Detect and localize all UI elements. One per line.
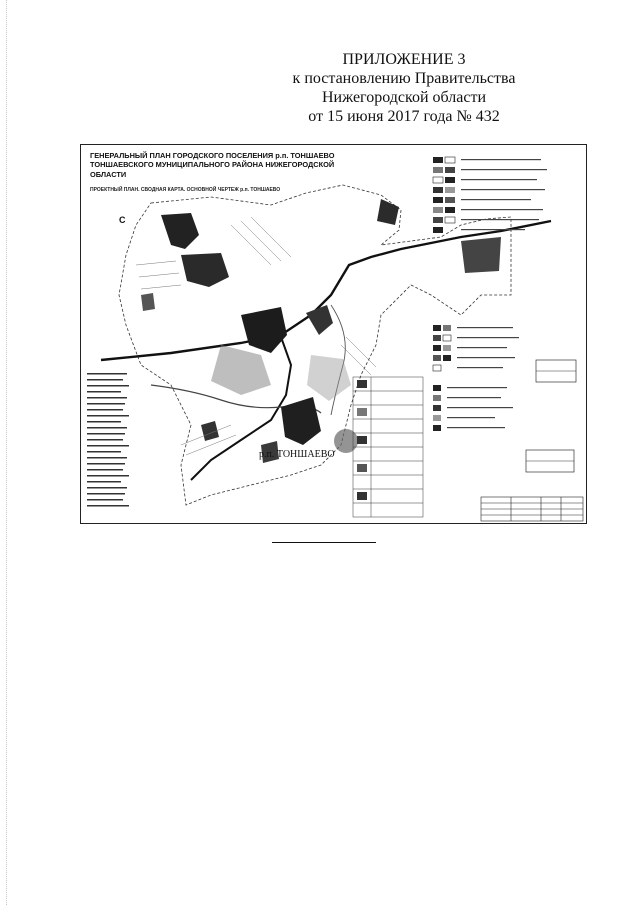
- appendix-line-date: от 15 июня 2017 года № 432: [308, 108, 500, 125]
- green-zone: [307, 355, 351, 401]
- separator-line: [272, 542, 376, 543]
- north-arrow-label: С: [119, 215, 126, 225]
- legend-list-left: [87, 373, 129, 507]
- appendix-line-resolution: к постановлению Правительства: [292, 70, 516, 87]
- title-block-stamp: [481, 497, 583, 521]
- built-up-west: [181, 253, 229, 287]
- built-up-north: [161, 213, 199, 249]
- legend-middle-right: [433, 325, 576, 382]
- built-up-river: [377, 199, 399, 225]
- forest-hatch-area: [211, 345, 271, 395]
- general-plan-map: [80, 144, 587, 524]
- built-up-east: [306, 305, 333, 335]
- industrial-zone: [461, 237, 501, 273]
- appendix-title: ПРИЛОЖЕНИЕ 3: [342, 51, 466, 68]
- appendix-header: [254, 50, 554, 126]
- hatched-square-district: [334, 429, 358, 453]
- appendix-line-region: Нижегородской области: [321, 89, 486, 106]
- built-up-south: [281, 397, 321, 445]
- legend-table-swatches: [357, 380, 367, 500]
- map-subtitle: ПРОЕКТНЫЙ ПЛАН. СВОДНАЯ КАРТА. ОСНОВНОЙ ЧЕРТЕЖ р.п. ТОНШАЕВО: [90, 187, 281, 193]
- town-label: р.п. ТОНШАЕВО: [259, 449, 335, 460]
- map-drawing: [81, 145, 586, 523]
- small-block-1: [141, 293, 155, 311]
- legend-bottom-right: [433, 385, 574, 472]
- scan-edge-line: [6, 0, 7, 905]
- built-up-center: [241, 307, 287, 353]
- legend-top-right: [433, 157, 547, 233]
- map-title: ГЕНЕРАЛЬНЫЙ ПЛАН ГОРОДСКОГО ПОСЕЛЕНИЯ р.п. ТОНШАЕВО ТОНШАЕВСКОГО МУНИЦИПАЛЬНОГО РАЙОНА НИЖЕГОРОДСКОЙ ОБЛАСТИ: [90, 151, 335, 179]
